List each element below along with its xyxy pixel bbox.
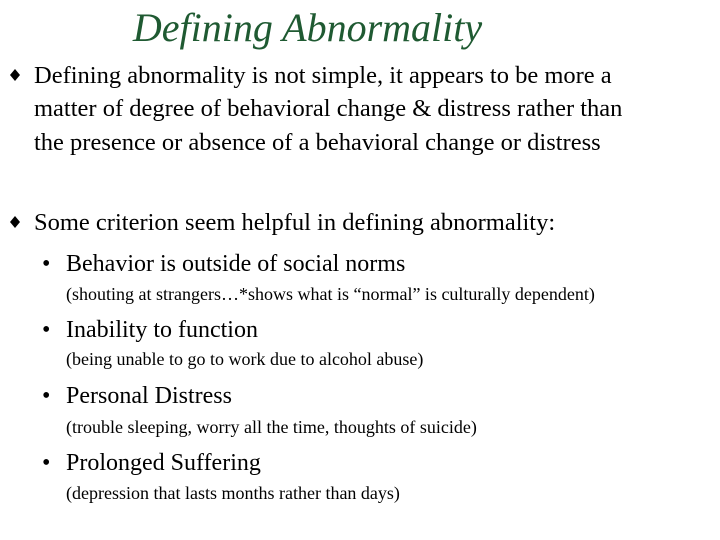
slide-title: Defining Abnormality [132, 5, 483, 50]
bullet1-line3: the presence or absence of a behavioral change or distress [34, 129, 601, 156]
diamond-icon [10, 216, 20, 228]
sub-bullet-icon: • [42, 317, 51, 343]
sub-bullet-icon: • [42, 383, 51, 409]
diamond-icon [10, 69, 20, 81]
sub-bullet-icon: • [42, 251, 51, 277]
sub-item-label: Prolonged Suffering [66, 450, 261, 476]
sub-item-note: (being unable to go to work due to alcohol abuse) [66, 349, 424, 369]
sub-item-note: (shouting at strangers…*shows what is “normal” is culturally dependent) [66, 284, 595, 304]
sub-item-note: (trouble sleeping, worry all the time, thoughts of suicide) [66, 417, 477, 437]
sub-item-label: Behavior is outside of social norms [66, 251, 406, 277]
sub-item-note: (depression that lasts months rather than days) [66, 483, 400, 503]
sub-item-label: Personal Distress [66, 383, 232, 409]
sub-bullet-icon: • [42, 450, 51, 476]
bullet1-line2: matter of degree of behavioral change & distress rather than [34, 95, 623, 122]
bullet1-line1: Defining abnormality is not simple, it appears to be more a [34, 62, 612, 89]
bullet-diamond-icon [10, 216, 20, 233]
sub-item-label: Inability to function [66, 317, 258, 343]
bullet2-text: Some criterion seem helpful in defining abnormality: [34, 209, 556, 236]
bullet-diamond-icon [10, 69, 20, 86]
